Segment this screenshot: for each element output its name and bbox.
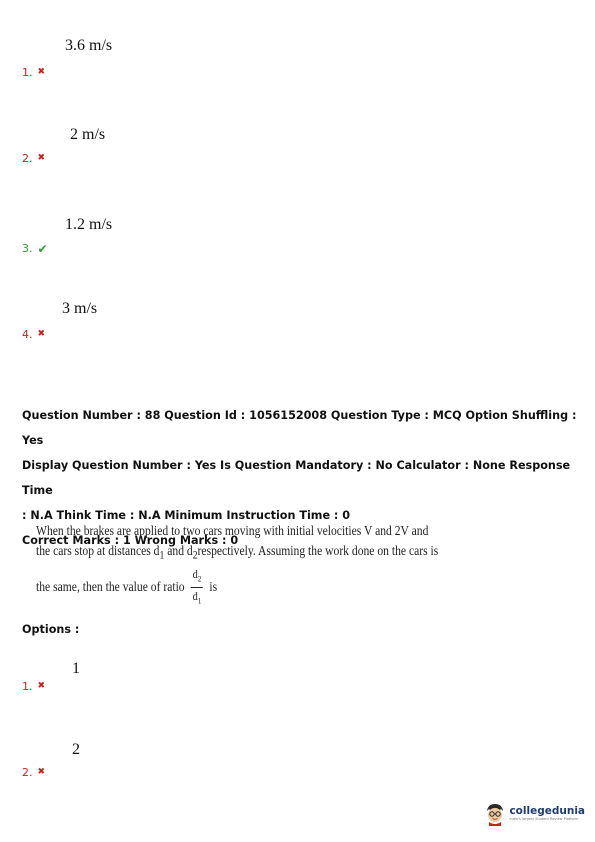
option-value: 3.6 m/s <box>65 37 113 54</box>
fraction-bar <box>191 587 203 588</box>
option-number: 1. <box>22 66 33 79</box>
option-number: 2. <box>22 766 33 779</box>
question-line: When the brakes are applied to two cars moving with initial velocities V and 2V and <box>36 523 429 538</box>
logo-name: collegedunia <box>509 805 585 817</box>
logo-tagline: India's largest Student Review Platform <box>509 817 579 821</box>
option-value: 3 m/s <box>62 300 98 317</box>
logo-mascot-icon <box>484 802 506 826</box>
option-marker <box>22 328 45 341</box>
option-marker <box>22 242 48 255</box>
cross-icon: ✖ <box>37 67 46 77</box>
option-value: 2 m/s <box>70 126 106 143</box>
option-marker <box>22 766 45 779</box>
option-value: 2 <box>72 741 80 758</box>
option-number: 4. <box>22 328 33 341</box>
option-value: 1 <box>72 660 80 677</box>
marks-line: Correct Marks : 1 Wrong Marks : 0 <box>22 534 239 547</box>
metadata-line: Display Question Number : Yes Is Question Mandatory : No Calculator : None Response Time <box>22 459 571 497</box>
option-number: 3. <box>22 242 33 255</box>
option-number: 1. <box>22 680 33 693</box>
metadata-line: : N.A Think Time : N.A Minimum Instruction Time : 0 <box>22 509 351 522</box>
question-line: the same, then the value of ratio $\frac{d_2}{d_1}$ is <box>36 566 218 606</box>
metadata-line: Question Number : 88 Question Id : 1056152008 Question Type : MCQ Option Shuffling : Yes <box>22 409 577 447</box>
question-line: the cars stop at distances $d_1$ and $d_2respectively$. Assuming the work done on the cars is <box>36 543 439 562</box>
ratio-fraction: $\frac{d_2}{d_1}$ <box>192 566 202 606</box>
option-marker <box>22 680 45 693</box>
option-number: 2. <box>22 152 33 165</box>
options-label: Options : <box>22 623 80 636</box>
brand-logo <box>484 802 585 826</box>
cross-icon: ✖ <box>37 681 46 691</box>
option-value: 1.2 m/s <box>65 216 113 233</box>
option-marker <box>22 66 45 79</box>
check-icon: ✔ <box>37 241 48 256</box>
option-marker <box>22 152 45 165</box>
cross-icon: ✖ <box>37 329 46 339</box>
cross-icon: ✖ <box>37 767 46 777</box>
question-text <box>36 521 449 607</box>
cross-icon: ✖ <box>37 153 46 163</box>
